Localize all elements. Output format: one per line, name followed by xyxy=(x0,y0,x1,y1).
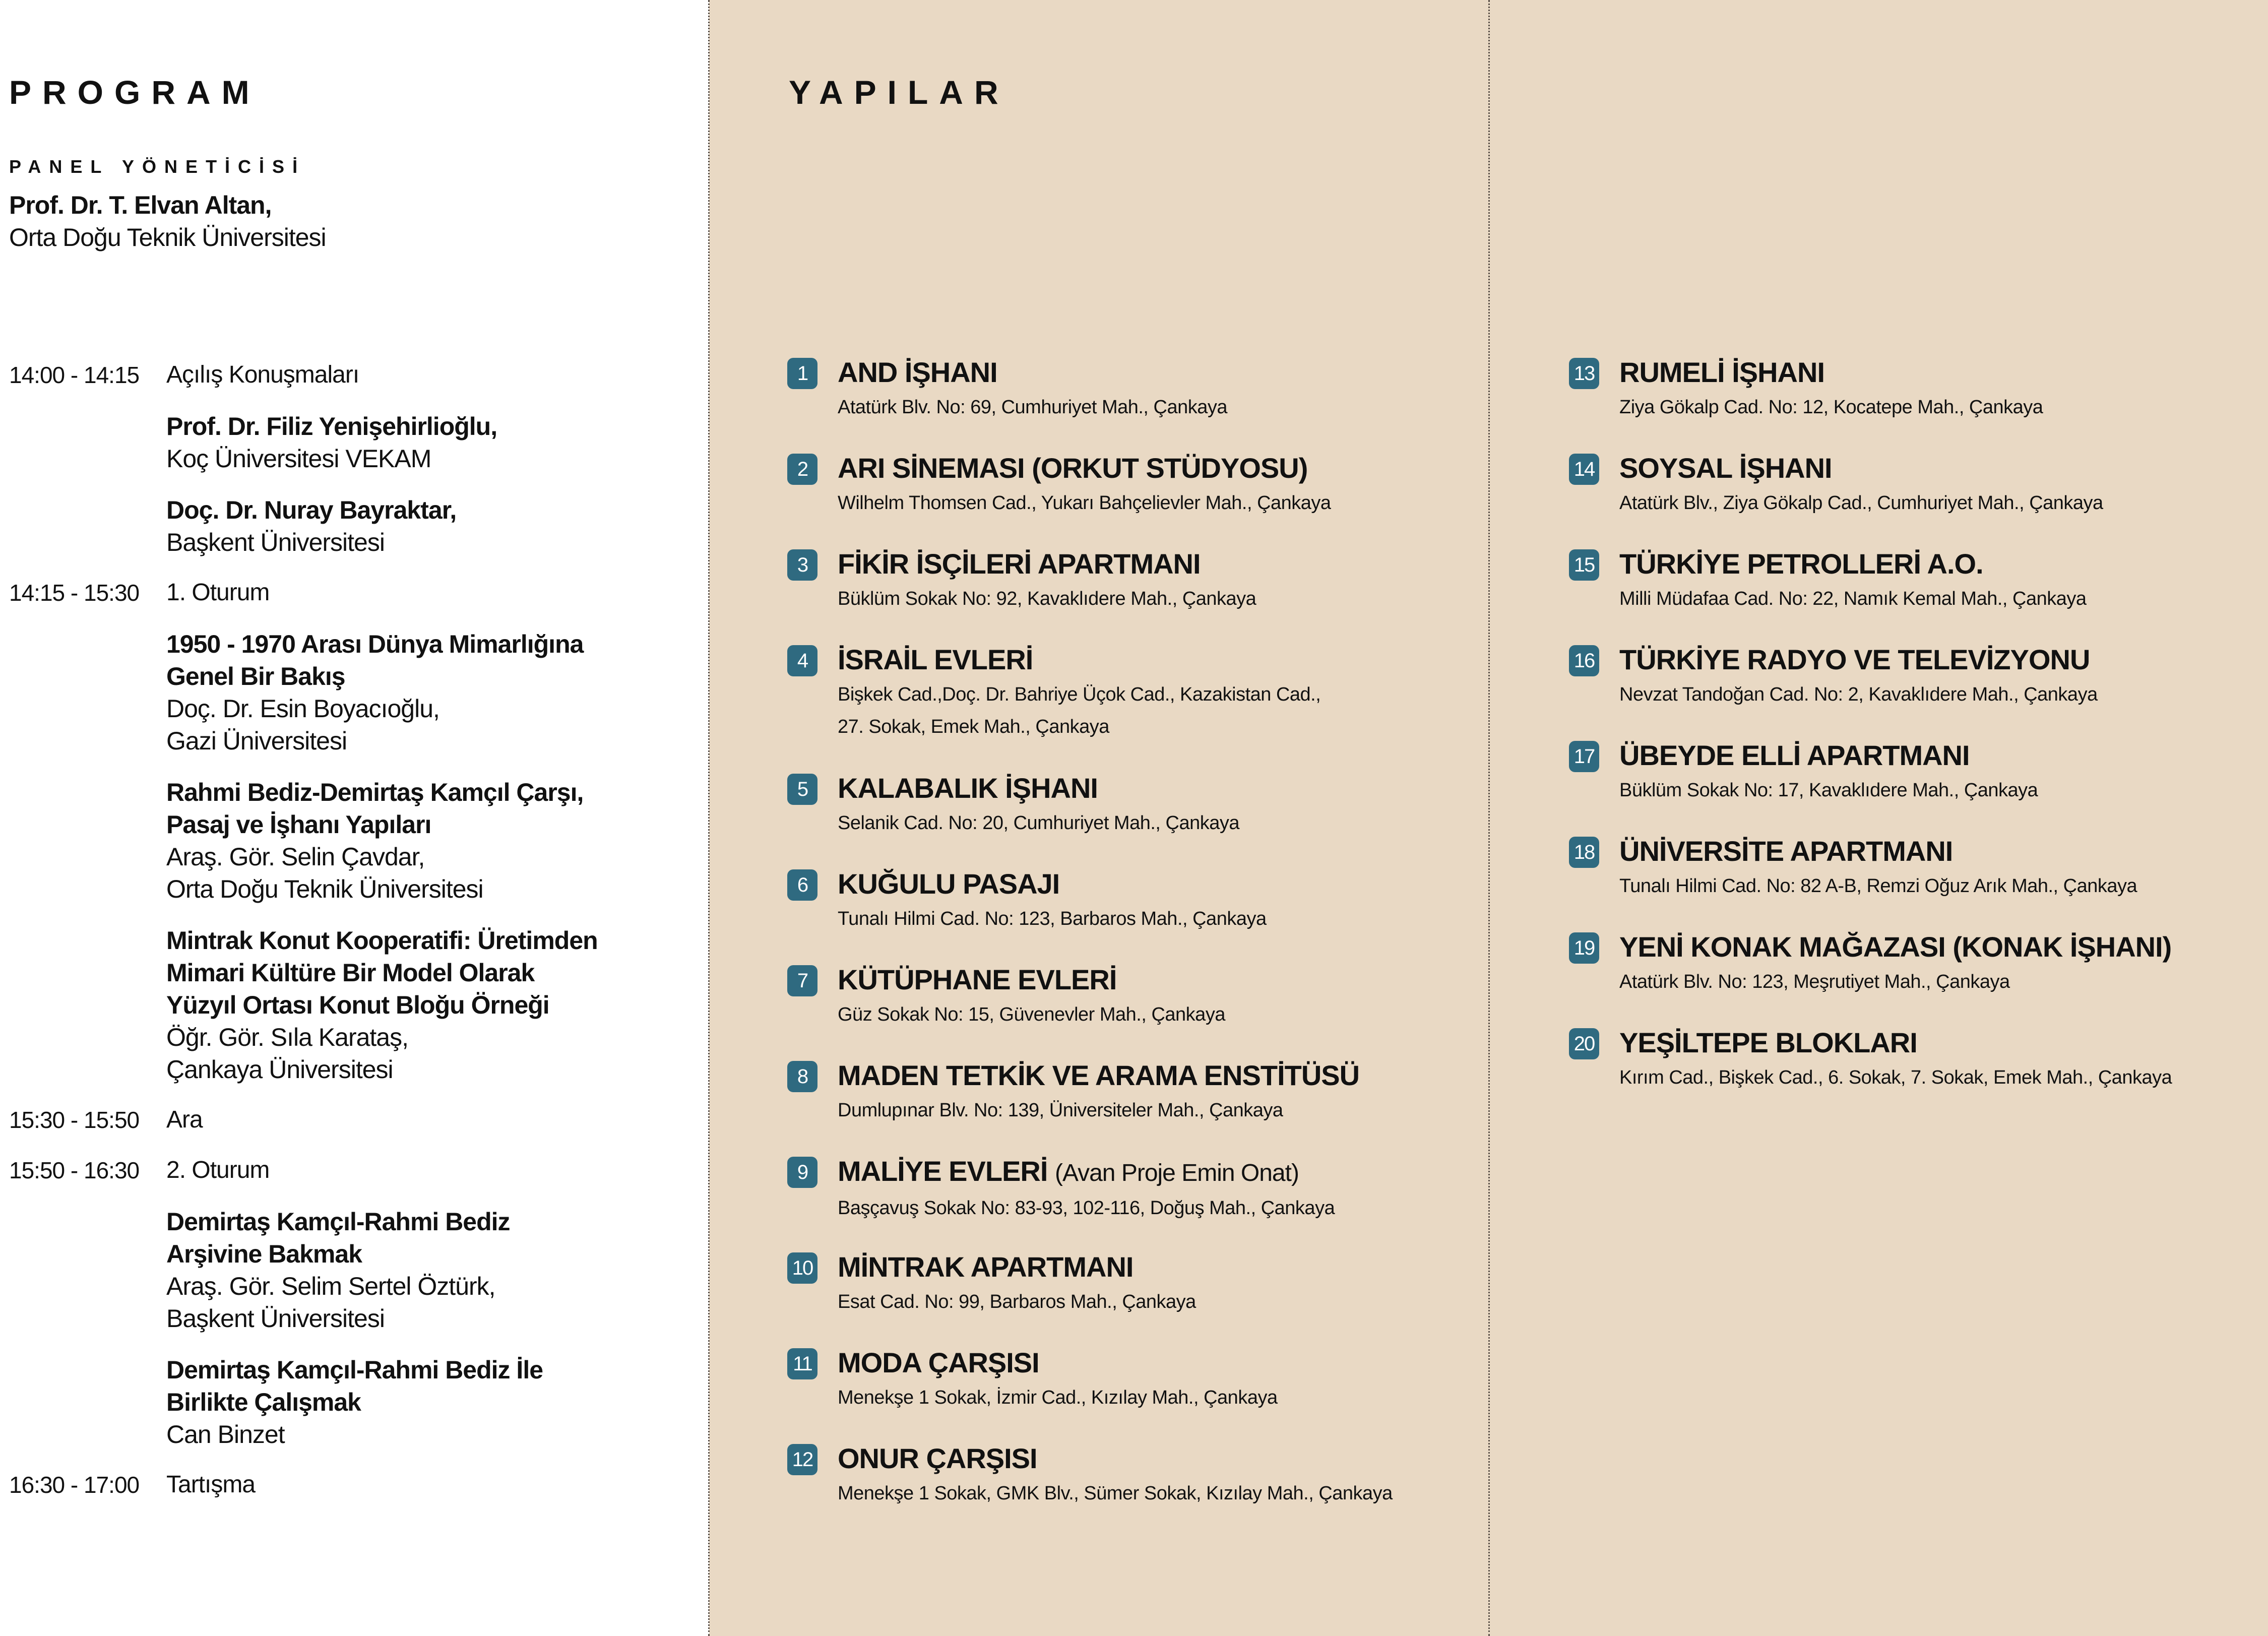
building-name-text: AND İŞHANI xyxy=(838,356,997,388)
moderator-name: Prof. Dr. T. Elvan Altan, xyxy=(9,191,272,219)
talk xyxy=(166,776,700,905)
building-address: Menekşe 1 Sokak, GMK Blv., Sümer Sokak, Kızılay Mah., Çankaya xyxy=(838,1483,1393,1504)
schedule-content xyxy=(166,359,700,558)
building-text xyxy=(838,1153,1335,1224)
schedule-content xyxy=(166,1154,700,1451)
talk-institution: Orta Doğu Teknik Üniversitesi xyxy=(166,875,483,903)
building-name xyxy=(838,641,1320,678)
building-name-text: ÜNİVERSİTE APARTMANI xyxy=(1619,835,1953,867)
moderator-label: PANEL YÖNETİCİSİ xyxy=(9,156,306,177)
building-address: Selanik Cad. No: 20, Cumhuriyet Mah., Çankaya xyxy=(838,812,1240,834)
talk-institution: Gazi Üniversitesi xyxy=(166,727,347,755)
building-name-text: ARI SİNEMASI (ORKUT STÜDYOSU) xyxy=(838,452,1308,484)
buildings-column-1 xyxy=(787,354,1393,1536)
building-text xyxy=(1619,450,2103,519)
schedule-label: Ara xyxy=(166,1106,203,1133)
talk-speaker: Araş. Gör. Selin Çavdar, xyxy=(166,843,425,871)
building-item xyxy=(787,1440,1393,1536)
building-text xyxy=(838,545,1256,615)
building-number-badge: 6 xyxy=(787,869,817,901)
talk-speaker: Doç. Dr. Esin Boyacıoğlu, xyxy=(166,695,439,723)
talk-speaker: Öğr. Gör. Sıla Karataş, xyxy=(166,1023,409,1051)
building-item xyxy=(787,1153,1393,1248)
building-number-badge: 9 xyxy=(787,1157,817,1188)
building-address: Atatürk Blv. No: 123, Meşrutiyet Mah., Çankaya xyxy=(1619,971,2010,992)
schedule-time: 15:30 - 15:50 xyxy=(9,1107,140,1133)
building-number-badge: 3 xyxy=(787,549,817,581)
building-text xyxy=(838,770,1239,839)
building-name-text: KALABALIK İŞHANI xyxy=(838,772,1098,804)
building-name xyxy=(1619,1024,2172,1061)
talk xyxy=(166,1206,700,1335)
building-item xyxy=(1569,737,2172,833)
schedule-content xyxy=(166,577,700,1086)
building-item xyxy=(787,1248,1393,1344)
building-address: Atatürk Blv. No: 69, Cumhuriyet Mah., Çankaya xyxy=(838,397,1228,418)
building-address: Milli Müdafaa Cad. No: 22, Namık Kemal Mah., Çankaya xyxy=(1619,588,2087,609)
schedule-content xyxy=(166,1104,700,1136)
schedule-label: Açılış Konuşmaları xyxy=(166,361,359,388)
schedule-time: 14:00 - 14:15 xyxy=(9,362,140,388)
schedule-label: 2. Oturum xyxy=(166,1157,270,1183)
building-number-badge: 20 xyxy=(1569,1028,1599,1059)
building-text xyxy=(838,865,1267,935)
building-name-text: MODA ÇARŞISI xyxy=(838,1347,1039,1378)
building-name-text: FİKİR İSÇİLERİ APARTMANI xyxy=(838,548,1201,580)
building-name xyxy=(1619,545,2087,583)
building-item xyxy=(1569,641,2172,737)
building-name xyxy=(838,1248,1196,1286)
building-address: Esat Cad. No: 99, Barbaros Mah., Çankaya xyxy=(838,1291,1196,1312)
building-number-badge: 8 xyxy=(787,1061,817,1092)
building-text xyxy=(1619,545,2087,615)
building-number-badge: 16 xyxy=(1569,645,1599,676)
building-name-text: SOYSAL İŞHANI xyxy=(1619,452,1832,484)
building-number-badge: 14 xyxy=(1569,454,1599,485)
talk-speaker: Can Binzet xyxy=(166,1420,285,1449)
building-address: Kırım Cad., Bişkek Cad., 6. Sokak, 7. Sokak, Emek Mah., Çankaya xyxy=(1619,1067,2172,1088)
talk-title-line: Arşivine Bakmak xyxy=(166,1240,362,1268)
building-name-text: YEŞİLTEPE BLOKLARI xyxy=(1619,1027,1917,1058)
building-name xyxy=(1619,833,2137,870)
building-item xyxy=(787,770,1393,865)
building-item xyxy=(787,641,1393,770)
building-name-text: KUĞULU PASAJI xyxy=(838,868,1060,900)
building-item xyxy=(787,545,1393,641)
building-text xyxy=(838,1440,1393,1509)
building-address: Atatürk Blv., Ziya Gökalp Cad., Cumhuriyet Mah., Çankaya xyxy=(1619,492,2103,514)
building-name-text: TÜRKİYE RADYO VE TELEVİZYONU xyxy=(1619,644,2090,675)
building-name-text: MİNTRAK APARTMANI xyxy=(838,1251,1133,1283)
building-address: Tunalı Hilmi Cad. No: 82 A-B, Remzi Oğuz Arık Mah., Çankaya xyxy=(1619,875,2137,897)
talk xyxy=(166,628,700,757)
building-address: Tunalı Hilmi Cad. No: 123, Barbaros Mah., Çankaya xyxy=(838,908,1267,929)
schedule-label: Tartışma xyxy=(166,1471,256,1498)
building-name-text: YENİ KONAK MAĞAZASI (KONAK İŞHANI) xyxy=(1619,931,2172,963)
building-text xyxy=(838,1248,1196,1318)
buildings-column-2 xyxy=(1569,354,2172,1120)
building-text xyxy=(838,1057,1359,1126)
building-address: Bişkek Cad.,Doç. Dr. Bahriye Üçok Cad., Kazakistan Cad., xyxy=(838,684,1321,705)
building-item xyxy=(787,961,1393,1057)
building-number-badge: 5 xyxy=(787,774,817,805)
building-name xyxy=(838,770,1239,807)
talk-title-line: Genel Bir Bakış xyxy=(166,662,345,690)
building-item xyxy=(1569,928,2172,1024)
talk-title-line: Demirtaş Kamçıl-Rahmi Bediz İle xyxy=(166,1356,543,1384)
talk-institution: Koç Üniversitesi VEKAM xyxy=(166,445,431,473)
building-name xyxy=(838,1153,1335,1192)
building-number-badge: 2 xyxy=(787,454,817,485)
building-item xyxy=(787,1344,1393,1440)
talk xyxy=(166,494,700,558)
building-address: Nevzat Tandoğan Cad. No: 2, Kavaklıdere Mah., Çankaya xyxy=(1619,684,2098,705)
building-number-badge: 18 xyxy=(1569,837,1599,868)
building-text xyxy=(838,961,1225,1031)
building-name xyxy=(838,1344,1278,1381)
talk-title-line: Demirtaş Kamçıl-Rahmi Bediz xyxy=(166,1208,510,1236)
building-address: Başçavuş Sokak No: 83-93, 102-116, Doğuş Mah., Çankaya xyxy=(838,1198,1335,1219)
building-text xyxy=(838,1344,1278,1414)
building-text xyxy=(838,641,1320,743)
building-text xyxy=(838,354,1227,423)
building-item xyxy=(787,354,1393,450)
building-name-text: ONUR ÇARŞISI xyxy=(838,1442,1037,1474)
building-number-badge: 13 xyxy=(1569,358,1599,389)
building-name-text: İSRAİL EVLERİ xyxy=(838,644,1033,675)
building-item xyxy=(1569,450,2172,545)
building-number-badge: 11 xyxy=(787,1348,817,1379)
building-number-badge: 19 xyxy=(1569,932,1599,964)
building-name-text: MALİYE EVLERİ xyxy=(838,1155,1048,1187)
talk-institution: Başkent Üniversitesi xyxy=(166,1304,385,1333)
building-text xyxy=(1619,737,2038,806)
talk xyxy=(166,1354,700,1451)
talk-title-line: Mimari Kültüre Bir Model Olarak xyxy=(166,959,535,987)
talk-title-line: Rahmi Bediz-Demirtaş Kamçıl Çarşı, xyxy=(166,778,584,806)
building-address: Menekşe 1 Sokak, İzmir Cad., Kızılay Mah., Çankaya xyxy=(838,1387,1278,1408)
schedule-row xyxy=(9,1469,700,1501)
schedule-time: 15:50 - 16:30 xyxy=(9,1157,140,1183)
building-number-badge: 15 xyxy=(1569,549,1599,581)
building-name xyxy=(838,545,1256,583)
building-address: Ziya Gökalp Cad. No: 12, Kocatepe Mah., Çankaya xyxy=(1619,397,2043,418)
building-number-badge: 1 xyxy=(787,358,817,389)
fold-divider-right xyxy=(1488,0,1490,1636)
building-name xyxy=(838,450,1331,487)
building-item xyxy=(1569,1024,2172,1120)
building-number-badge: 17 xyxy=(1569,741,1599,772)
talk-title-line: 1950 - 1970 Arası Dünya Mimarlığına xyxy=(166,630,584,658)
schedule-content xyxy=(166,1469,700,1501)
schedule-row xyxy=(9,359,700,558)
building-name xyxy=(1619,450,2103,487)
building-name-text: MADEN TETKİK VE ARAMA ENSTİTÜSÜ xyxy=(838,1059,1360,1091)
moderator-institution: Orta Doğu Teknik Üniversitesi xyxy=(9,223,326,251)
talk-institution: Başkent Üniversitesi xyxy=(166,528,385,556)
building-name xyxy=(1619,928,2171,966)
building-address: Wilhelm Thomsen Cad., Yukarı Bahçelievler Mah., Çankaya xyxy=(838,492,1331,514)
building-name-text: RUMELİ İŞHANI xyxy=(1619,356,1824,388)
building-number-badge: 10 xyxy=(787,1252,817,1284)
building-name xyxy=(838,865,1267,903)
building-address: Dumlupınar Blv. No: 139, Üniversiteler Mah., Çankaya xyxy=(838,1100,1283,1121)
building-text xyxy=(1619,641,2098,711)
schedule-row xyxy=(9,577,700,1086)
building-text xyxy=(1619,833,2137,902)
building-name xyxy=(1619,737,2038,774)
talk-title-line: Yüzyıl Ortası Konut Bloğu Örneği xyxy=(166,991,549,1019)
buildings-heading: YAPILAR xyxy=(789,74,1010,111)
building-name xyxy=(838,354,1227,391)
building-text xyxy=(1619,1024,2172,1094)
talk-title-line: Pasaj ve İşhanı Yapıları xyxy=(166,810,431,839)
building-address: 27. Sokak, Emek Mah., Çankaya xyxy=(838,716,1109,737)
building-text xyxy=(1619,354,2043,423)
building-name-text: KÜTÜPHANE EVLERİ xyxy=(838,964,1117,995)
building-name xyxy=(838,1057,1359,1094)
talk xyxy=(166,410,700,475)
building-note: (Avan Proje Emin Onat) xyxy=(1054,1160,1299,1186)
talk-institution: Çankaya Üniversitesi xyxy=(166,1055,393,1084)
program-heading: PROGRAM xyxy=(9,74,261,111)
schedule-time: 16:30 - 17:00 xyxy=(9,1472,140,1498)
talk xyxy=(166,924,700,1086)
building-address: Güz Sokak No: 15, Güvenevler Mah., Çankaya xyxy=(838,1004,1225,1025)
building-name xyxy=(838,1440,1393,1477)
talk-speaker: Doç. Dr. Nuray Bayraktar, xyxy=(166,496,457,524)
talk-speaker: Araş. Gör. Selim Sertel Öztürk, xyxy=(166,1272,495,1300)
building-name xyxy=(1619,641,2098,678)
building-item xyxy=(1569,545,2172,641)
schedule-row xyxy=(9,1154,700,1451)
building-item xyxy=(787,1057,1393,1153)
building-item xyxy=(1569,354,2172,450)
building-item xyxy=(787,450,1393,545)
schedule-label: 1. Oturum xyxy=(166,579,270,606)
schedule-row xyxy=(9,1104,700,1136)
building-number-badge: 7 xyxy=(787,965,817,996)
building-text xyxy=(838,450,1331,519)
building-text xyxy=(1619,928,2171,998)
talk-title-line: Birlikte Çalışmak xyxy=(166,1388,361,1416)
building-item xyxy=(1569,833,2172,928)
building-item xyxy=(787,865,1393,961)
building-name xyxy=(838,961,1225,998)
building-address: Büklüm Sokak No: 92, Kavaklıdere Mah., Çankaya xyxy=(838,588,1256,609)
building-address: Büklüm Sokak No: 17, Kavaklıdere Mah., Çankaya xyxy=(1619,780,2038,801)
building-name-text: TÜRKİYE PETROLLERİ A.O. xyxy=(1619,548,1983,580)
fold-divider-left xyxy=(708,0,710,1636)
building-name-text: ÜBEYDE ELLİ APARTMANI xyxy=(1619,739,1970,771)
schedule-time: 14:15 - 15:30 xyxy=(9,580,140,606)
schedule-list xyxy=(9,359,700,1501)
talk-title-line: Mintrak Konut Kooperatifi: Üretimden xyxy=(166,926,598,955)
talk-speaker: Prof. Dr. Filiz Yenişehirlioğlu, xyxy=(166,412,497,441)
building-name xyxy=(1619,354,2043,391)
building-number-badge: 12 xyxy=(787,1444,817,1475)
building-number-badge: 4 xyxy=(787,645,817,676)
